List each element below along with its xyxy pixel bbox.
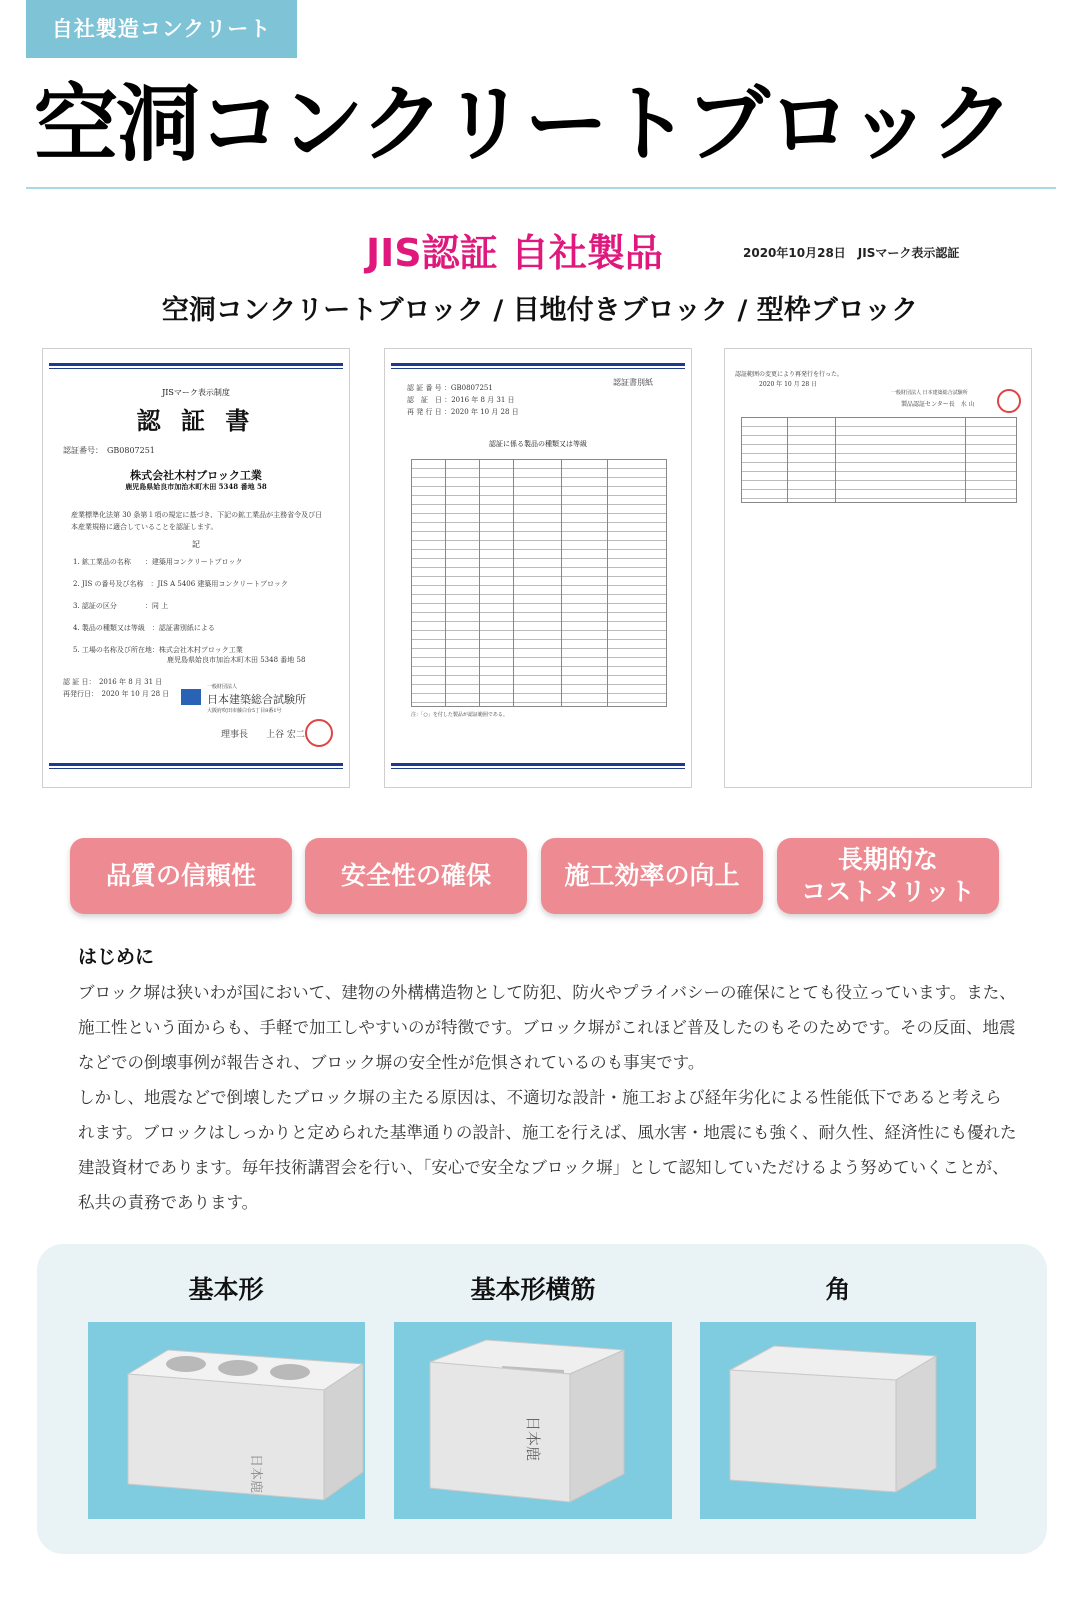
intro-heading: はじめに [78,946,155,968]
cert-border-bottom [391,763,685,771]
block-corner-image [700,1322,976,1519]
cert-lead-text: 産業標準化法第 30 条第１項の規定に基づき、下記の鉱工業品が主務省令及び日本産業規格に適合していることを認証します。 [71,511,323,531]
intro-paragraph: しかし、地震などで倒壊したブロック塀の主たる原因は、不適切な設計・施工および経年劣化による性能低下であると考えられます。ブロックはしっかりと定められた基準通りの設計、施工を行えば、風水害・地震にも強く、耐久性、経済性にも優れた建設資材であります。毎年技術講習会を行い、「安心で安全なブロック塀」として認知していただけるよう努めていくことが、私共の責務であります。 [78,1088,1017,1212]
cert-chairman: 理事長 上谷 宏二 [221,730,305,740]
feature-safety: 安全性の確保 [305,838,527,914]
cert-issuer-small: 一般財団法人 [207,684,238,690]
change-record-table [741,417,1017,503]
table-divider [479,459,480,707]
cert-number: 認証番号： GB0807251 [63,446,155,455]
official-seal [997,389,1021,413]
cert-number: 認 証 番 号 ：GB0807251 [407,384,493,392]
cert-border-top [49,363,343,371]
page-title: 空洞コンクリートブロック [34,75,1013,173]
cert-change-note: 認証範囲の変更により再発行を行った。 [735,371,844,378]
product-photo-basic [88,1322,365,1519]
cert-change-date: 2020 年 10 月 28 日 [759,381,818,388]
table-divider [513,459,514,707]
block-stamp: 日本鹿 [248,1454,263,1494]
cert-item: 5. 工場の名称及び所在地：株式会社木村ブロック工業 [73,646,243,654]
cert-item: 4. 製品の種類又は等級 ：認証書別紙による [73,624,215,632]
cert-heading: 認 証 書 [136,406,256,435]
cert-date-issued: 認 証 日 ：2016 年 8 月 31 日 [407,396,515,404]
cert-date-reissued: 再発行日： 2020 年 10 月 28 日 [63,690,170,698]
cert-factory-address: 鹿児島県姶良市加治木町木田 5348 番地 58 [167,656,306,664]
gbrc-logo [181,689,201,705]
cert-item: 1. 鉱工業品の名称 ：建築用コンクリートブロック [73,558,243,566]
table-divider [965,417,966,503]
cert-appendix-heading: 認証書別紙 [613,378,653,387]
cert-date-reissued: 再 発 行 日 ：2020 年 10 月 28 日 [407,408,519,416]
jis-heading: JIS認証 自社製品 [366,231,663,275]
grade-table [411,459,667,707]
cert-company: 株式会社木村ブロック工業 [130,469,262,482]
official-seal [305,719,333,747]
certificate-change-record [724,348,1032,788]
cert-item: 2. JIS の番号及び名称 ：JIS A 5406 建築用コンクリートブロック [73,580,288,588]
table-divider [561,459,562,707]
product-label-horizontal-rebar: 基本形横筋 [470,1275,596,1304]
table-divider [835,417,836,503]
cert-change-issuer: 一般財団法人 日本建築総合試験所 [891,390,968,396]
cert-issuer-address: 大阪府吹田市藤白台5丁目8番1号 [207,708,282,714]
feature-efficiency: 施工効率の向上 [541,838,763,914]
cert-change-dept: 製品認証センター長 水 山 [901,401,975,408]
cert-ki: 記 [192,540,200,549]
product-label-basic: 基本形 [188,1275,264,1304]
feature-cost-merit: 長期的な コストメリット [777,838,999,914]
block-horizontal-rebar-image [394,1322,672,1519]
intro-body [78,975,1018,1220]
feature-quality: 品質の信頼性 [70,838,292,914]
cert-border-top [391,363,685,371]
block-basic-image [88,1322,365,1519]
cert-table-title: 認証に係る製品の種類又は等級 [489,440,587,448]
cert-item: 3. 認証の区分 ：同 上 [73,602,169,610]
cert-date-issued: 認 証 日： 2016 年 8 月 31 日 [63,678,163,686]
block-stamp: 日本鹿 [524,1416,542,1462]
product-photo-horizontal-rebar [394,1322,672,1519]
product-photo-corner [700,1322,976,1519]
table-divider [787,417,788,503]
product-label-corner: 角 [825,1275,851,1304]
jis-certification-date: 2020年10月28日 JISマーク表示認証 [743,246,960,260]
title-divider [26,187,1056,189]
cert-footnote: 注：「○」を付した製品が認証範囲である。 [411,712,508,718]
cert-border-bottom [49,763,343,771]
table-divider [607,459,608,707]
cert-issuer: 日本建築総合試験所 [207,693,306,706]
table-divider [445,459,446,707]
intro-paragraph: ブロック塀は狭いわが国において、建物の外構構造物として防犯、防火やプライバシーの確保にとても役立っています。また、施工性という面からも、手軽で加工しやすいのが特徴です。ブロック塀がこれほど普及したのもそのためです。その反面、地震などでの倒壊事例が報告され、ブロック塀の安全性が危惧されているのも事実です。 [78,983,1016,1072]
certificate-main [42,348,350,788]
product-line-subtitle: 空洞コンクリートブロック / 目地付きブロック / 型枠ブロック [161,295,919,326]
category-tag: 自社製造コンクリート [26,0,297,58]
certificate-appendix [384,348,692,788]
cert-address: 鹿児島県姶良市加治木町木田 5348 番地 58 [125,482,267,491]
cert-system: JISマーク表示制度 [162,388,230,397]
